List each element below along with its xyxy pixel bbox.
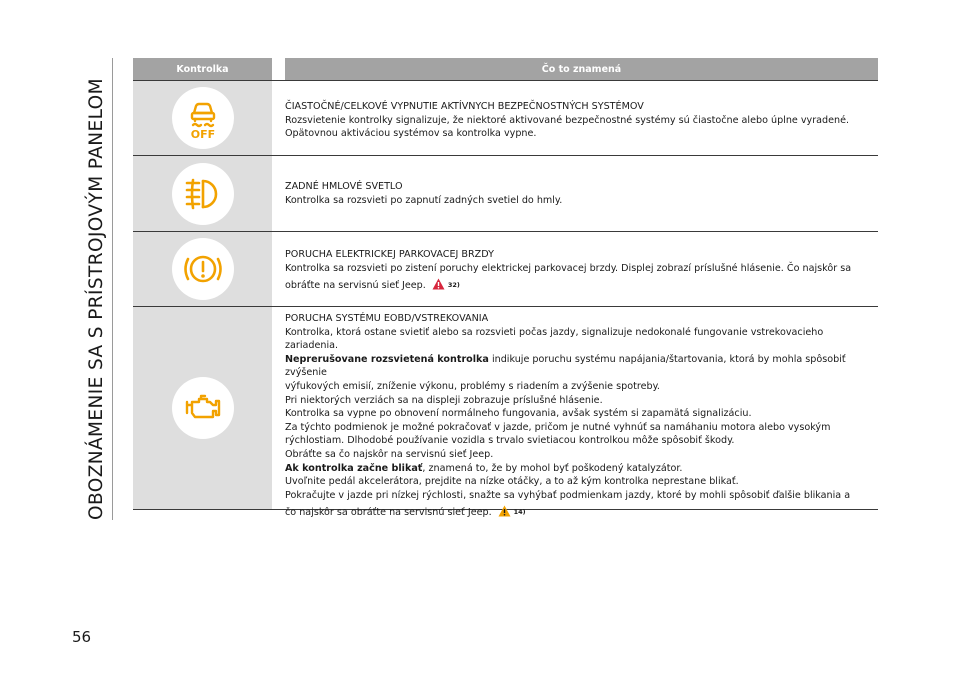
traction-control-off-icon: [178, 93, 228, 143]
row-description: ČIASTOČNÉ/CELKOVÉ VYPNUTIE AKTÍVNYCH BEZPEČNOSTNÝCH SYSTÉMOV Rozsvietenie kontrolky signalizuje, že niektoré aktivované bezpečnostné systémy sú čiastočne alebo úplne vyradené. Opätovnou aktiváciou systémov sa kontrolka vypne.: [285, 81, 878, 155]
row-description: PORUCHA SYSTÉMU EOBD/VSTREKOVANIA Kontrolka, ktorá ostane svietiť alebo sa rozsvieti počas jazdy, signalizuje nedokonalé fungovanie vstrekovacieho zariadenia. Neprerušovane rozsvietená kontrolka indikuje poruchu systému napájania/štartovania, ktorá by mohla spôsobiť zvýšenie výfukových emisií, zníženie výkonu, problémy s riadením a zvýšenie spotreby. Pri niektorých verziách sa na displeji zobrazuje príslušné hlásenie. Kontrolka sa vypne po obnovení normálneho fungovania, avšak systém si zapamätá signalizáciu. Za týchto podmienok je možné pokračovať v jazde, pričom je nutné vyhnúť sa namáhaniu motora alebo vysokým rýchlostiam. Dlhodobé používanie vozidla s trvalo svietiacou kontrolkou môže spôsobiť škody. Obráťte sa čo najskôr na servisnú sieť Jeep. Ak kontrolka začne blikať, znamená to, že by mohol byť poškodený katalyzátor. Uvoľnite pedál akcelerátora, prejdite na nízke otáčky, a to až kým kontrolka neprestane blikať. Pokračujte v jazde pri nízkej rýchlosti, snažte sa vyhýbať podmienkam jazdy, ktoré by mohli spôsobiť ďalšie blikania a čo najskôr sa obráťte na servisnú sieť Jeep. 14): [285, 307, 878, 509]
row-title: ZADNÉ HMLOVÉ SVETLO: [285, 181, 403, 192]
emphasis-blinking: Ak kontrolka začne blikať: [285, 462, 423, 474]
page-number: 56: [72, 628, 92, 646]
row-title: ČIASTOČNÉ/CELKOVÉ VYPNUTIE AKTÍVNYCH BEZPEČNOSTNÝCH SYSTÉMOV: [285, 101, 644, 112]
warning-triangle-icon: [432, 278, 445, 290]
emphasis-steady: Neprerušovane rozsvietená kontrolka: [285, 353, 489, 365]
warning-triangle-icon: [498, 505, 511, 517]
chapter-divider: [112, 58, 113, 520]
engine-check-icon: [179, 384, 227, 432]
row-description: PORUCHA ELEKTRICKEJ PARKOVACEJ BRZDY Kontrolka sa rozsvieti po zistení poruchy elektrickej parkovacej brzdy. Displej zobrazí príslušné hlásenie. Čo najskôr sa obráťte na servisnú sieť Jeep. 32): [285, 232, 878, 306]
parking-brake-failure-icon: [178, 244, 228, 294]
header-kontrolka: Kontrolka: [133, 58, 272, 80]
icon-off-label: OFF: [190, 128, 215, 141]
row-title: PORUCHA SYSTÉMU EOBD/VSTREKOVANIA: [285, 313, 489, 324]
row-description: ZADNÉ HMLOVÉ SVETLO Kontrolka sa rozsvieti po zapnutí zadných svetiel do hmly.: [285, 156, 878, 231]
row-title: PORUCHA ELEKTRICKEJ PARKOVACEJ BRZDY: [285, 249, 494, 260]
chapter-title: OBOZNÁMENIE SA S PRÍSTROJOVÝM PANELOM: [86, 78, 107, 520]
footnote-ref: 14): [513, 508, 526, 517]
table-row: [133, 307, 878, 519]
table-row: [133, 156, 878, 232]
table-header: [133, 58, 878, 80]
header-meaning: Čo to znamená: [285, 58, 878, 80]
warning-lights-table: [133, 58, 878, 519]
table-row: [133, 232, 878, 307]
rear-fog-light-icon: [179, 170, 227, 218]
footnote-ref: 32): [447, 281, 460, 290]
table-row: [133, 80, 878, 156]
